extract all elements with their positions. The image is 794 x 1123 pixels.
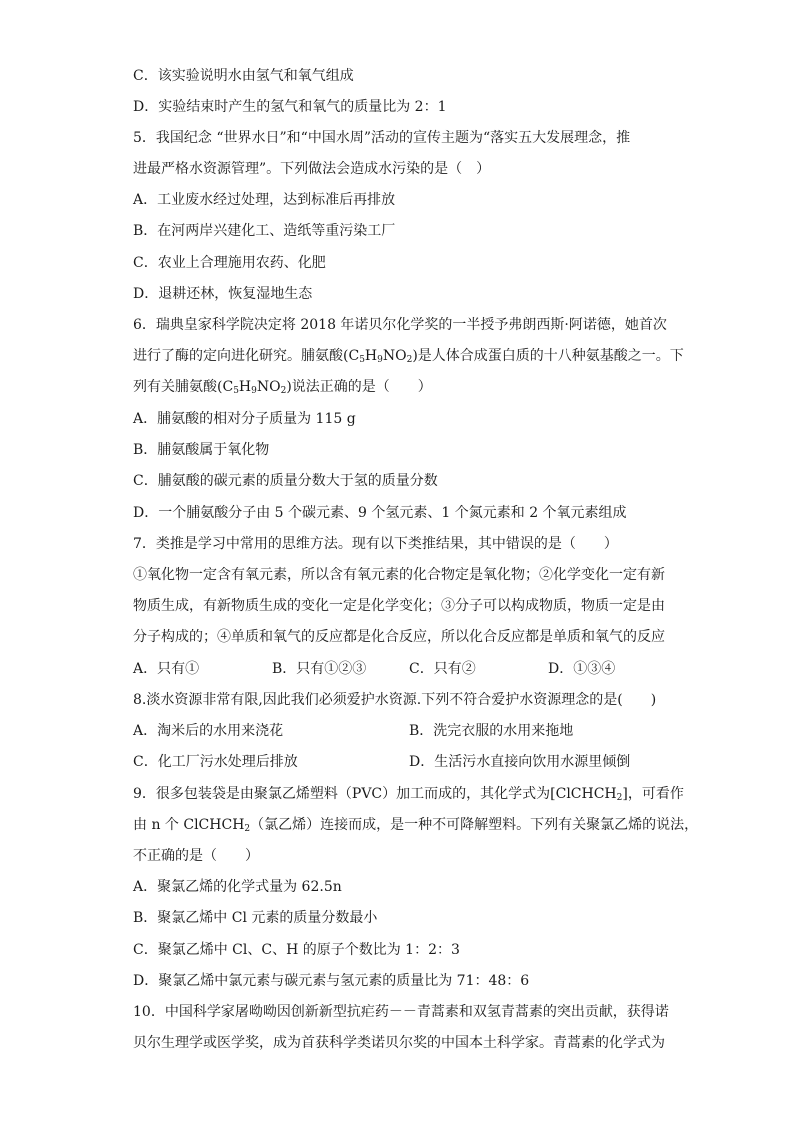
q9-option-c: C．聚氯乙烯中 Cl、C、H 的原子个数比为 1：2：3: [133, 942, 460, 958]
q7-option-a: A．只有①: [133, 661, 200, 677]
q7-option-b: B．只有①②③: [272, 661, 367, 677]
q7-body-line1: ①氧化物一定含有氧元素，所以含有氧元素的化合物定是氧化物；②化学变化一定有新: [133, 567, 665, 583]
q6-stem-line3: 列有关脯氨酸$(C_5H_9NO_2)$说法正确的是（ ）: [133, 379, 432, 396]
q8-option-c: C．化工厂污水处理后排放: [133, 754, 298, 770]
q6-option-c: C．脯氨酸的碳元素的质量分数大于氢的质量分数: [133, 473, 438, 489]
q9-stem-line2: 由 n 个 ClCHCH$_2$（氯乙烯）连接而成，是一种不可降解塑料。下列有关聚氯乙烯的说法，: [133, 817, 699, 834]
q6-option-d: D．一个脯氨酸分子由 5 个碳元素、9 个氢元素、1 个氮元素和 2 个氧元素组成: [133, 505, 627, 521]
q5-stem-line1: 5．我国纪念 “世界水日”和“中国水周”活动的宣传主题为“落实五大发展理念，推: [133, 130, 631, 146]
q6-option-b: B．脯氨酸属于氧化物: [133, 442, 270, 458]
q6-stem-line2: 进行了酶的定向进化研究。脯氨酸$(C_5H_9NO_2)$是人体合成蛋白质的十八种氨基酸之一。下: [133, 348, 684, 365]
q7-stem: 7．类推是学习中常用的思维方法。现有以下类推结果，其中错误的是（ ）: [133, 536, 618, 552]
q9-option-a: A．聚氯乙烯的化学式量为 62.5n: [133, 879, 342, 895]
q8-option-a: A．淘米后的水用来浇花: [133, 723, 284, 739]
q10-stem-line1: 10．中国科学家屠呦呦因创新新型抗疟药－－青蒿素和双氢青蒿素的突出贡献，获得诺: [133, 1004, 669, 1020]
q6-option-a: A．脯氨酸的相对分子质量为 115 g: [133, 411, 356, 427]
q7-body-line3: 分子构成的；④单质和氧气的反应都是化合反应，所以化合反应都是单质和氧气的反应: [133, 629, 665, 645]
q5-stem-line2: 进最严格水资源管理”。下列做法会造成水污染的是（ ）: [133, 161, 491, 177]
q4-option-d: D．实验结束时产生的氢气和氧气的质量比为 2：1: [133, 99, 447, 115]
q9-option-d: D．聚氯乙烯中氯元素与碳元素与氢元素的质量比为 71：48：6: [133, 973, 530, 989]
q5-option-d: D．退耕还林，恢复湿地生态: [133, 286, 313, 302]
q6-stem-line1: 6．瑞典皇家科学院决定将 2018 年诺贝尔化学奖的一半授予弗朗西斯·阿诺德，她首次: [133, 317, 667, 333]
q8-stem: 8.淡水资源非常有限,因此我们必须爱护水资源.下列不符合爱护水资源理念的是( ): [133, 692, 657, 708]
q7-body-line2: 物质生成，有新物质生成的变化一定是化学变化；③分子可以构成物质，物质一定是由: [133, 598, 665, 614]
q8-option-d: D．生活污水直接向饮用水源里倾倒: [409, 754, 631, 770]
q7-option-c: C．只有②: [409, 661, 476, 677]
q7-option-d: D．①③④: [548, 661, 616, 677]
q5-option-a: A．工业废水经过处理，达到标准后再排放: [133, 192, 396, 208]
q9-stem-line3: 不正确的是（ ）: [133, 848, 259, 864]
q4-option-c: C．该实验说明水由氢气和氧气组成: [133, 68, 354, 84]
q5-option-b: B．在河两岸兴建化工、造纸等重污染工厂: [133, 223, 396, 239]
q8-option-b: B．洗完衣服的水用来拖地: [409, 723, 574, 739]
q9-option-b: B．聚氯乙烯中 Cl 元素的质量分数最小: [133, 910, 378, 926]
q5-option-c: C．农业上合理施用农药、化肥: [133, 255, 326, 271]
q10-stem-line2: 贝尔生理学或医学奖，成为首获科学类诺贝尔奖的中国本土科学家。青蒿素的化学式为: [133, 1035, 665, 1051]
q9-stem-line1: 9．很多包装袋是由聚氯乙烯塑料（PVC）加工而成的，其化学式为[ClCHCH$_2$]，可看作: [133, 786, 684, 803]
